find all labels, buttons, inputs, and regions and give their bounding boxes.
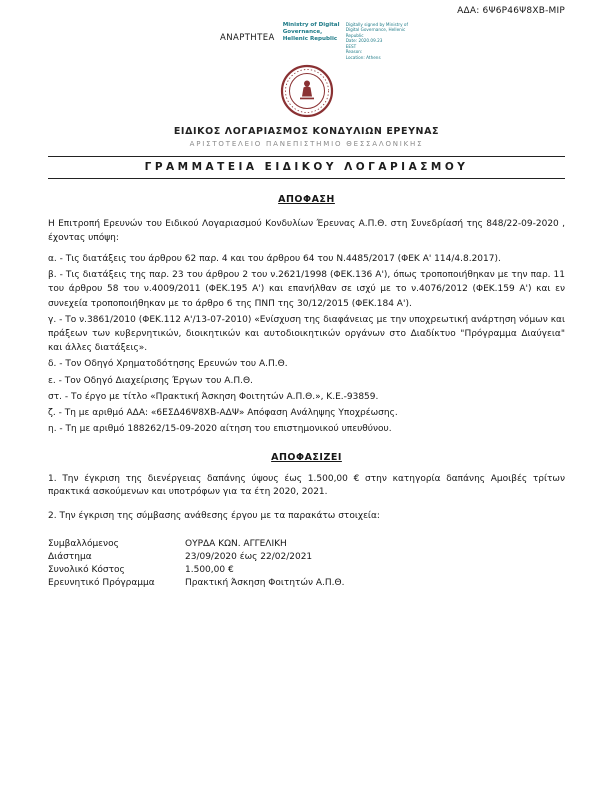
decision-title: ΑΠΟΦΑΣΗ <box>278 194 335 205</box>
stamp-timezone: EEST <box>345 43 357 49</box>
contract-value: Πρακτική Άσκηση Φοιτητών Α.Π.Θ. <box>185 578 345 589</box>
anartitea-row <box>220 20 565 64</box>
stamp-authority-name: Ministry of Digital Governance, Hellenic Republic <box>282 22 340 42</box>
contract-label: Συμβαλλόμενος <box>48 539 119 550</box>
decision-intro: Η Επιτροπή Ερευνών του Ειδικού Λογαριασμού Κονδυλίων Έρευνας Α.Π.Θ. στη Συνεδρίασή της 848/22-09-2020 , έχοντας υπόψη: <box>48 219 565 243</box>
department-title: ΓΡΑΜΜΑΤΕΙΑ ΕΙΔΙΚΟΥ ΛΟΓΑΡΙΑΣΜΟΥ <box>144 161 469 173</box>
resolves-title: ΑΠΟΦΑΣΙΖΕΙ <box>271 451 342 463</box>
consideration-item: ε. - Τον Οδηγό Διαχείρισης Έργων του Α.Π.Θ. <box>48 375 253 386</box>
contract-label: Διάστημα <box>48 552 92 563</box>
stamp-location: Location: Athens <box>345 54 381 60</box>
stamp-signed-by: Digitally signed by Ministry of Digital Governance, Hellenic Republic <box>345 22 408 38</box>
contract-row <box>48 538 565 551</box>
consideration-item: β. - Τις διατάξεις της παρ. 23 του άρθρου 2 του ν.2621/1998 (ΦΕΚ.136 Α'), όπως τροποποιήθηκαν με την παρ. 11 του άρθρου 58 του ν.4009/2011 (ΦΕΚ.195 Α') και επανήλθαν σε ισχύ με το ν.4076/2012 (ΦΕΚ.159 Α') και εν συνεχεία τροποποιήθηκαν με το άρθρο 6 της ΠΝΠ της 30/12/2015 (ΦΕΚ.184 Α'). <box>48 270 565 309</box>
contract-label: Συνολικό Κόστος <box>48 565 125 576</box>
stamp-date: Date: 2020.09.23 <box>345 38 383 44</box>
resolutions-list <box>48 473 565 525</box>
contract-row <box>48 577 565 590</box>
contract-value: ΟΥΡΔΑ ΚΩΝ. ΑΓΓΕΛΙΚΗ <box>185 539 287 550</box>
ada-code: ΑΔΑ: 6Ψ6Ρ46Ψ8ΧΒ-ΜΙΡ <box>457 6 565 16</box>
contract-label: Ερευνητικό Πρόγραμμα <box>48 578 155 589</box>
contract-table <box>48 538 565 590</box>
contract-row <box>48 564 565 577</box>
stamp-reason: Reason: <box>345 49 363 55</box>
digital-signature-stamp <box>283 22 412 60</box>
consideration-item: στ. - Το έργο με τίτλο «Πρακτική Άσκηση Φοιτητών Α.Π.Θ.», Κ.Ε.-93859. <box>48 391 379 402</box>
department-banner <box>48 156 565 179</box>
contract-row <box>48 551 565 564</box>
consideration-item: α. - Τις διατάξεις του άρθρου 62 παρ. 4 και του άρθρου 64 του Ν.4485/2017 (ΦΕΚ Α' 114/4.8.2017). <box>48 253 501 264</box>
logo-wrap <box>48 64 565 122</box>
university-name: ΑΡΙΣΤΟΤΕΛΕΙΟ ΠΑΝΕΠΙΣΤΗΜΙΟ ΘΕΣΣΑΛΟΝΙΚΗΣ <box>189 140 424 148</box>
resolution-item: 2. Την έγκριση της σύμβασης ανάθεσης έργου με τα παρακάτω στοιχεία: <box>48 511 380 522</box>
university-seal-icon <box>280 64 334 118</box>
resolution-item: 1. Την έγκριση της διενέργειας δαπάνης ύψους έως 1.500,00 € στην κατηγορία δαπάνης Αμοιβές τρίτων πρακτικά ασκούμενων και υποτρόφων για τα έτη 2020, 2021. <box>48 473 565 498</box>
org-name: ΕΙΔΙΚΟΣ ΛΟΓΑΡΙΑΣΜΟΣ ΚΟΝΔΥΛΙΩΝ ΕΡΕΥΝΑΣ <box>173 126 440 137</box>
consideration-item: δ. - Τον Οδηγό Χρηματοδότησης Ερευνών του Α.Π.Θ. <box>48 359 288 370</box>
consideration-item: η. - Τη με αριθμό 188262/15-09-2020 αίτηση του επιστημονικού υπευθύνου. <box>48 424 392 435</box>
consideration-item: γ. - Το ν.3861/2010 (ΦΕΚ.112 Α'/13-07-2010) «Ενίσχυση της διαφάνειας με την υποχρεωτική ανάρτηση νόμων και πράξεων των κυβερνητικών, διοικητικών και αυτοδιοικητικών οργάνων στο Διαδίκτυο "Πρόγραμμα Διαύγεια" και άλλες διατάξεις». <box>48 314 565 354</box>
anartitea-label: ΑΝΑΡΤΗΤΕΑ <box>220 33 275 43</box>
contract-value: 23/09/2020 έως 22/02/2021 <box>185 552 313 563</box>
contract-value: 1.500,00 € <box>185 565 234 576</box>
considerations-list <box>48 252 565 437</box>
stamp-signature-details <box>346 22 412 60</box>
consideration-item: ζ. - Τη με αριθμό ΑΔΑ: «6ΕΣΔ46Ψ8ΧΒ-ΑΔΨ» Απόφαση Ανάληψης Υποχρέωσης. <box>48 408 398 419</box>
